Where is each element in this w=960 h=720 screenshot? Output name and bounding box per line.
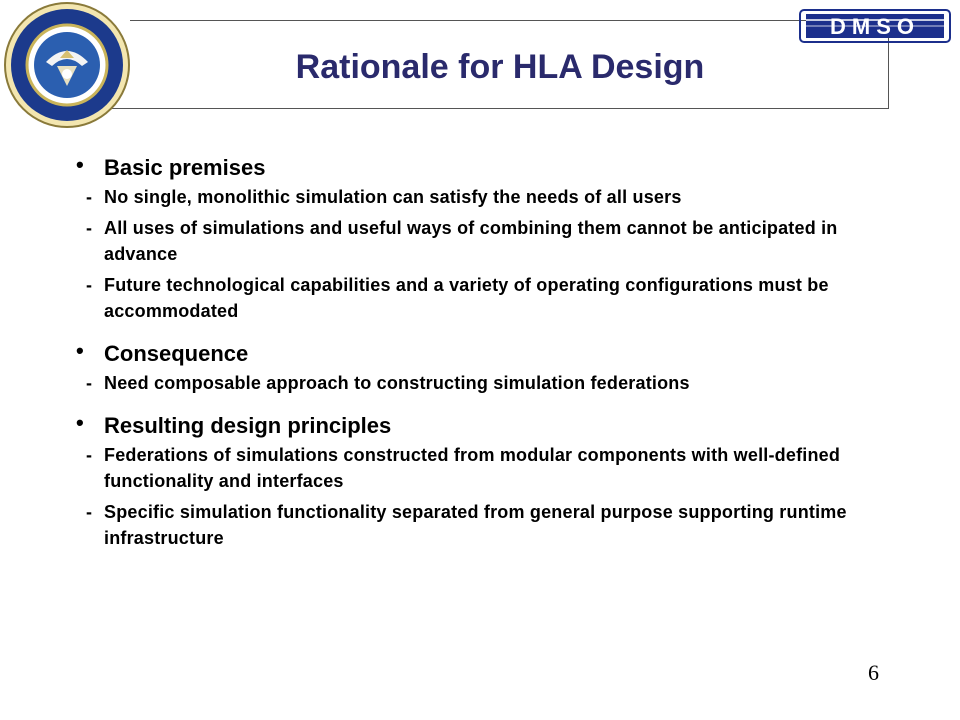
dash-icon: - bbox=[86, 373, 93, 393]
sub-bullet bbox=[86, 184, 896, 210]
section-basic-premises bbox=[76, 152, 896, 324]
department-of-defense-seal-icon bbox=[2, 0, 132, 130]
section-heading: Basic premises bbox=[104, 155, 266, 180]
dash-icon: - bbox=[86, 187, 93, 207]
sub-bullet bbox=[86, 215, 896, 267]
sub-bullet bbox=[86, 272, 896, 324]
section-consequence bbox=[76, 338, 896, 396]
title-frame-top-rule bbox=[130, 20, 888, 21]
sub-bullet-text: Need composable approach to constructing simulation federations bbox=[104, 373, 690, 393]
dmso-logo-icon bbox=[796, 4, 954, 48]
section-heading: Resulting design principles bbox=[104, 413, 392, 438]
slide-body bbox=[76, 152, 896, 565]
sub-bullet bbox=[86, 499, 896, 551]
sub-bullet bbox=[86, 442, 896, 494]
dash-icon: - bbox=[86, 502, 93, 522]
sub-bullet-text: Specific simulation functionality separated from general purpose supporting runtime infrastructure bbox=[104, 502, 847, 548]
slide-title: Rationale for HLA Design bbox=[295, 48, 705, 86]
section-heading: Consequence bbox=[104, 341, 249, 366]
bullet-dot-icon: • bbox=[76, 338, 84, 363]
sub-bullet-text: All uses of simulations and useful ways of combining them cannot be anticipated in advance bbox=[104, 218, 838, 264]
sub-bullet-text: Future technological capabilities and a variety of operating configurations must be accommodated bbox=[104, 275, 829, 321]
section-resulting-design-principles bbox=[76, 410, 896, 551]
title-frame-bottom-rule bbox=[62, 108, 889, 109]
sub-bullet-text: Federations of simulations constructed from modular components with well-defined functionality and interfaces bbox=[104, 445, 841, 491]
page-number: 6 bbox=[868, 660, 879, 685]
bullet-dot-icon: • bbox=[76, 410, 84, 435]
sub-bullet-text: No single, monolithic simulation can satisfy the needs of all users bbox=[104, 187, 682, 207]
dash-icon: - bbox=[86, 445, 93, 465]
bullet bbox=[76, 152, 896, 184]
dash-icon: - bbox=[86, 218, 93, 238]
bullet-dot-icon: • bbox=[76, 152, 84, 177]
bullet bbox=[76, 410, 896, 442]
sub-bullet bbox=[86, 370, 896, 396]
bullet bbox=[76, 338, 896, 370]
svg-text:DMSO: DMSO bbox=[830, 14, 920, 39]
dash-icon: - bbox=[86, 275, 93, 295]
